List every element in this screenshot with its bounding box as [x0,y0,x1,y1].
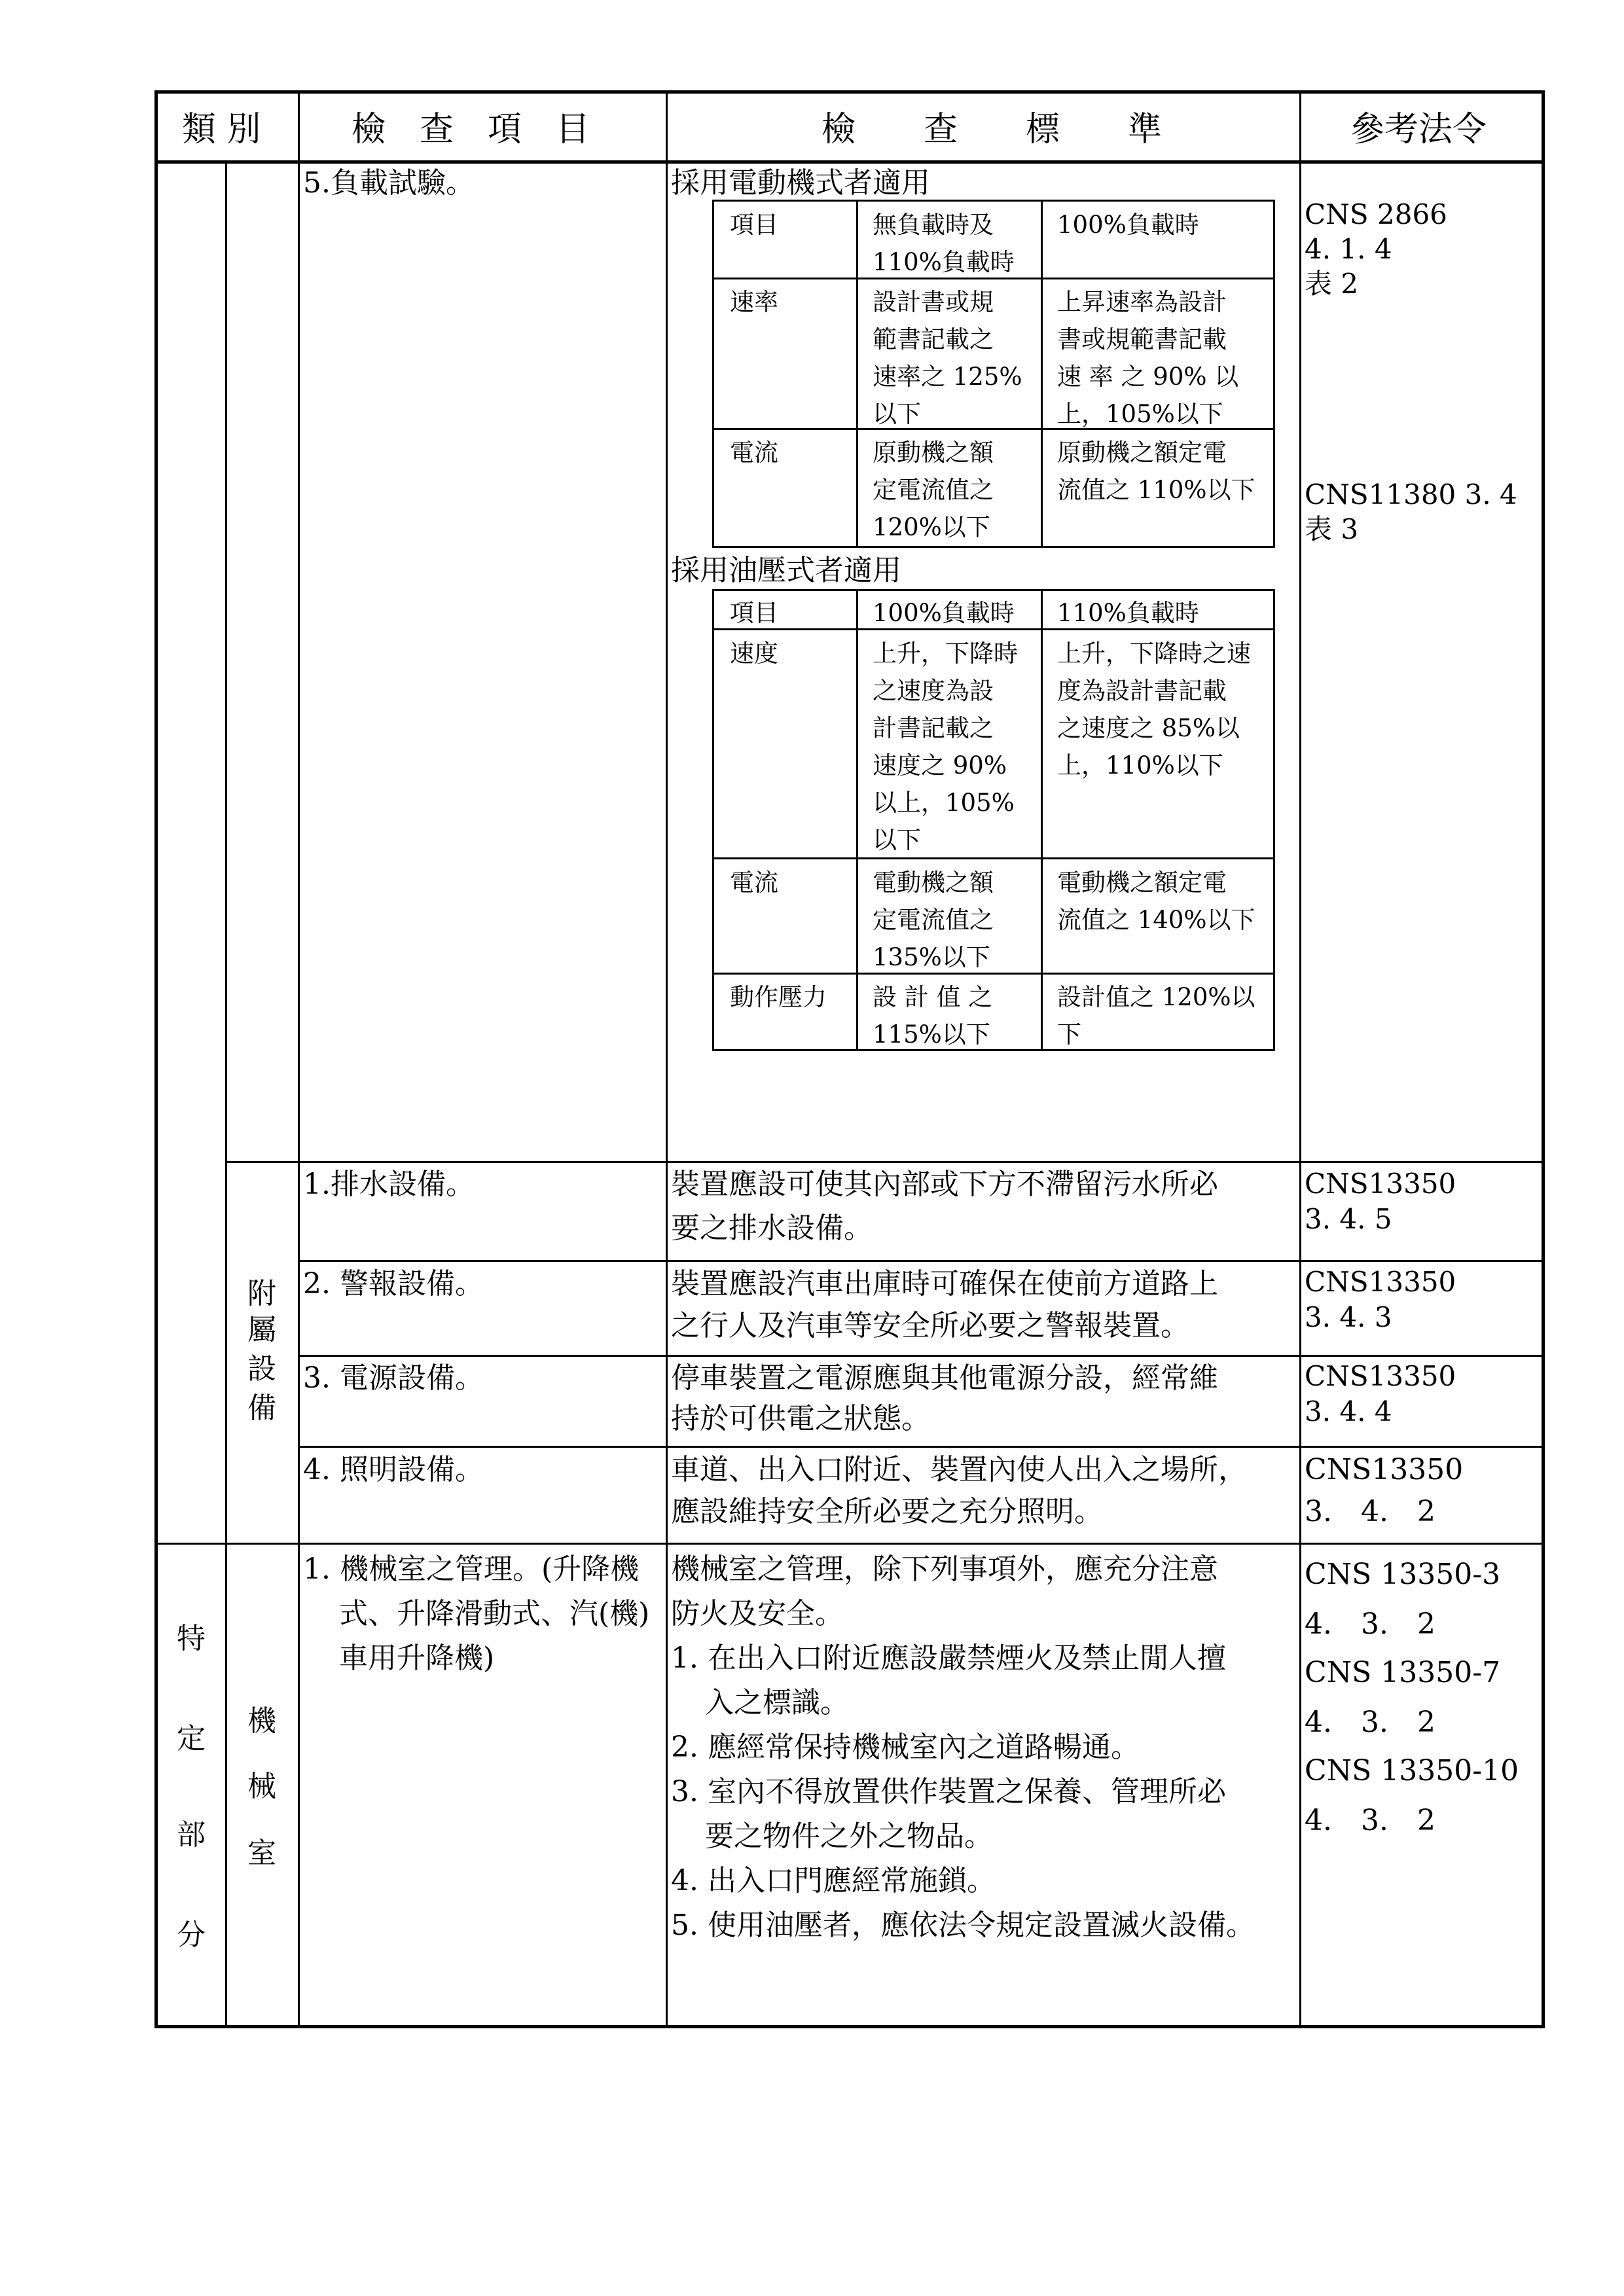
special-law: CNS 13350-10 [1305,1754,1519,1787]
electric-row-2 [712,428,1275,430]
special-standard: 防火及安全。 [671,1597,844,1630]
hydraulic-speed-b: 上，110%以下 [1057,751,1223,780]
hydraulic-speed-a: 上升，下降時 [873,639,1018,668]
accessory-standard: 應設維持安全所必要之充分照明。 [671,1495,1103,1528]
hydraulic-pressure-b: 設計值之 120%以 [1057,983,1255,1011]
electric-current-a: 定電流值之 [873,476,994,504]
accessory-category-3: 設 [247,1352,276,1386]
accessory-item: 4. 照明設備。 [303,1453,484,1486]
electric-speed-label: 速率 [730,288,778,316]
accessory-item: 3. 電源設備。 [303,1361,484,1395]
hydraulic-current-a: 定電流值之 [873,906,994,934]
accessory-standard: 要之排水設備。 [671,1211,873,1245]
special-standard: 3. 室內不得放置供作裝置之保養、管理所必 [671,1775,1226,1808]
hydraulic-header-a: 100%負載時 [873,599,1015,627]
electric-current-label: 電流 [730,439,778,467]
col-line-3 [666,92,668,2027]
electric-speed-a: 以下 [873,400,921,428]
machine-room-category-1: 機 [247,1704,276,1738]
hydraulic-current-a: 135%以下 [873,943,990,971]
special-standard: 2. 應經常保持機械室內之道路暢通。 [671,1731,1140,1764]
electric-current-b: 流值之 110%以下 [1057,476,1255,504]
accessory-item: 1.排水設備。 [303,1168,475,1201]
electric-speed-a: 設計書或規 [873,288,994,316]
hydraulic-speed-a: 之速度為設 [873,677,994,705]
row-line-a [225,1161,1545,1163]
header-category: 類 別 [182,110,261,149]
special-standard: 5. 使用油壓者，應依法令規定設置滅火設備。 [671,1909,1255,1942]
electric-current-a: 原動機之額 [873,439,994,467]
load-test-law: 4. 1. 4 [1305,233,1392,265]
load-test-law: 表 3 [1305,513,1359,545]
hydraulic-current-b: 流值之 140%以下 [1057,906,1255,934]
electric-speed-b: 書或規範書記載 [1057,325,1227,353]
load-test-item: 5.負載試驗。 [303,166,475,200]
hydraulic-speed-label: 速度 [730,639,778,668]
hydraulic-speed-a: 速度之 90% [873,751,1007,780]
hydraulic-speed-b: 之速度之 85%以 [1057,714,1240,742]
machine-room-category-3: 室 [247,1837,276,1870]
hydraulic-pressure-label: 動作壓力 [730,983,827,1011]
accessory-standard: 持於可供電之狀態。 [671,1402,930,1435]
col-line-2 [298,92,300,2027]
electric-header-a1: 無負載時及 [873,211,994,239]
special-standard: 要之物件之外之物品。 [705,1820,993,1853]
row-line-e [154,1543,1545,1545]
electric-speed-b: 上，105%以下 [1057,400,1223,428]
machine-room-category-2: 械 [247,1770,276,1803]
row-line-b [298,1260,1545,1262]
row-line-c [298,1355,1545,1357]
special-category-3: 部 [177,1818,206,1852]
electric-speed-a: 速率之 125% [873,363,1022,391]
col-line-4 [1299,92,1301,2027]
electric-speed-b: 速 率 之 90% 以 [1057,363,1239,391]
special-category-4: 分 [177,1918,206,1952]
electric-speed-a: 範書記載之 [873,325,994,353]
accessory-law: CNS13350 [1305,1360,1456,1392]
special-item: 車用升降機) [339,1641,495,1675]
hydraulic-pressure-b: 下 [1057,1020,1081,1049]
hydraulic-speed-b: 上升，下降時之速 [1057,639,1251,668]
hydraulic-current-b: 電動機之額定電 [1057,869,1227,897]
accessory-standard: 裝置應設汽車出庫時可確保在使前方道路上 [671,1267,1218,1300]
accessory-law: 3. 4. 5 [1305,1203,1392,1235]
special-law: 4. 3. 2 [1305,1804,1435,1837]
hydraulic-speed-b: 度為設計書記載 [1057,677,1227,705]
accessory-law: 3. 4. 4 [1305,1395,1392,1427]
col-line-1 [225,162,227,2027]
hydraulic-title: 採用油壓式者適用 [671,554,901,587]
electric-header-b: 100%負載時 [1057,211,1199,239]
hydraulic-col-2 [1041,589,1043,1051]
special-standard: 1. 在出入口附近應設嚴禁煙火及禁止閒人擅 [671,1641,1226,1675]
special-law: 4. 3. 2 [1305,1706,1435,1739]
hydraulic-pressure-a: 115%以下 [873,1020,990,1049]
accessory-standard: 裝置應設可使其內部或下方不滯留污水所必 [671,1168,1218,1201]
header-law: 參考法令 [1350,110,1487,149]
header-standard: 檢 查 標 準 [821,110,1163,149]
accessory-standard: 車道、出入口附近、裝置內使人出入之場所， [671,1453,1247,1486]
special-standard: 4. 出入口門應經常施鎖。 [671,1864,996,1897]
special-standard: 入之標識。 [705,1686,849,1719]
special-standard: 機械室之管理，除下列事項外，應充分注意 [671,1552,1218,1586]
accessory-category-2: 屬 [247,1313,276,1346]
accessory-standard: 之行人及汽車等安全所必要之警報裝置。 [671,1309,1189,1342]
accessory-law: CNS13350 [1305,1453,1464,1486]
load-test-law: CNS11380 3. 4 [1305,478,1517,511]
hydraulic-col-1 [856,589,858,1051]
hydraulic-current-label: 電流 [730,869,778,897]
accessory-standard: 停車裝置之電源應與其他電源分設，經常維 [671,1361,1218,1395]
row-line-d [298,1446,1545,1448]
electric-header-item: 項目 [730,211,778,239]
accessory-item: 2. 警報設備。 [303,1267,484,1300]
accessory-law: 3. 4. 2 [1305,1495,1435,1528]
accessory-category-1: 附 [247,1277,276,1310]
electric-title: 採用電動機式者適用 [671,166,930,200]
electric-current-a: 120%以下 [873,513,990,541]
load-test-law: 表 2 [1305,268,1359,300]
hydraulic-current-a: 電動機之額 [873,869,994,897]
electric-header-a2: 110%負載時 [873,248,1015,276]
hydraulic-header-item: 項目 [730,599,778,627]
hydraulic-speed-a: 以上，105% [873,789,1015,817]
hydraulic-row-2 [712,857,1275,859]
hydraulic-pressure-a: 設 計 值 之 [873,983,993,1011]
special-item: 1. 機械室之管理。(升降機 [303,1552,640,1586]
electric-row-1 [712,278,1275,279]
electric-col-1 [856,200,858,548]
special-law: CNS 13350-3 [1305,1558,1501,1591]
hydraulic-row-1 [712,628,1275,630]
header-item: 檢 查 項 目 [352,110,590,149]
electric-col-2 [1041,200,1043,548]
hydraulic-row-3 [712,973,1275,975]
electric-current-b: 原動機之額定電 [1057,439,1227,467]
accessory-law: CNS13350 [1305,1168,1456,1200]
hydraulic-header-b: 110%負載時 [1057,599,1199,627]
special-item: 式、升降滑動式、汽(機) [339,1597,650,1630]
hydraulic-speed-a: 計書記載之 [873,714,994,742]
accessory-category-4: 備 [247,1391,276,1425]
accessory-law: CNS13350 [1305,1266,1456,1298]
special-category-2: 定 [177,1722,206,1755]
accessory-law: 3. 4. 3 [1305,1301,1392,1333]
special-category-1: 特 [177,1622,206,1655]
special-law: 4. 3. 2 [1305,1607,1435,1641]
header-bottom-line [154,160,1545,164]
load-test-law: CNS 2866 [1305,198,1447,230]
hydraulic-speed-a: 以下 [873,826,921,854]
electric-speed-b: 上昇速率為設計 [1057,288,1227,316]
special-law: CNS 13350-7 [1305,1656,1501,1689]
